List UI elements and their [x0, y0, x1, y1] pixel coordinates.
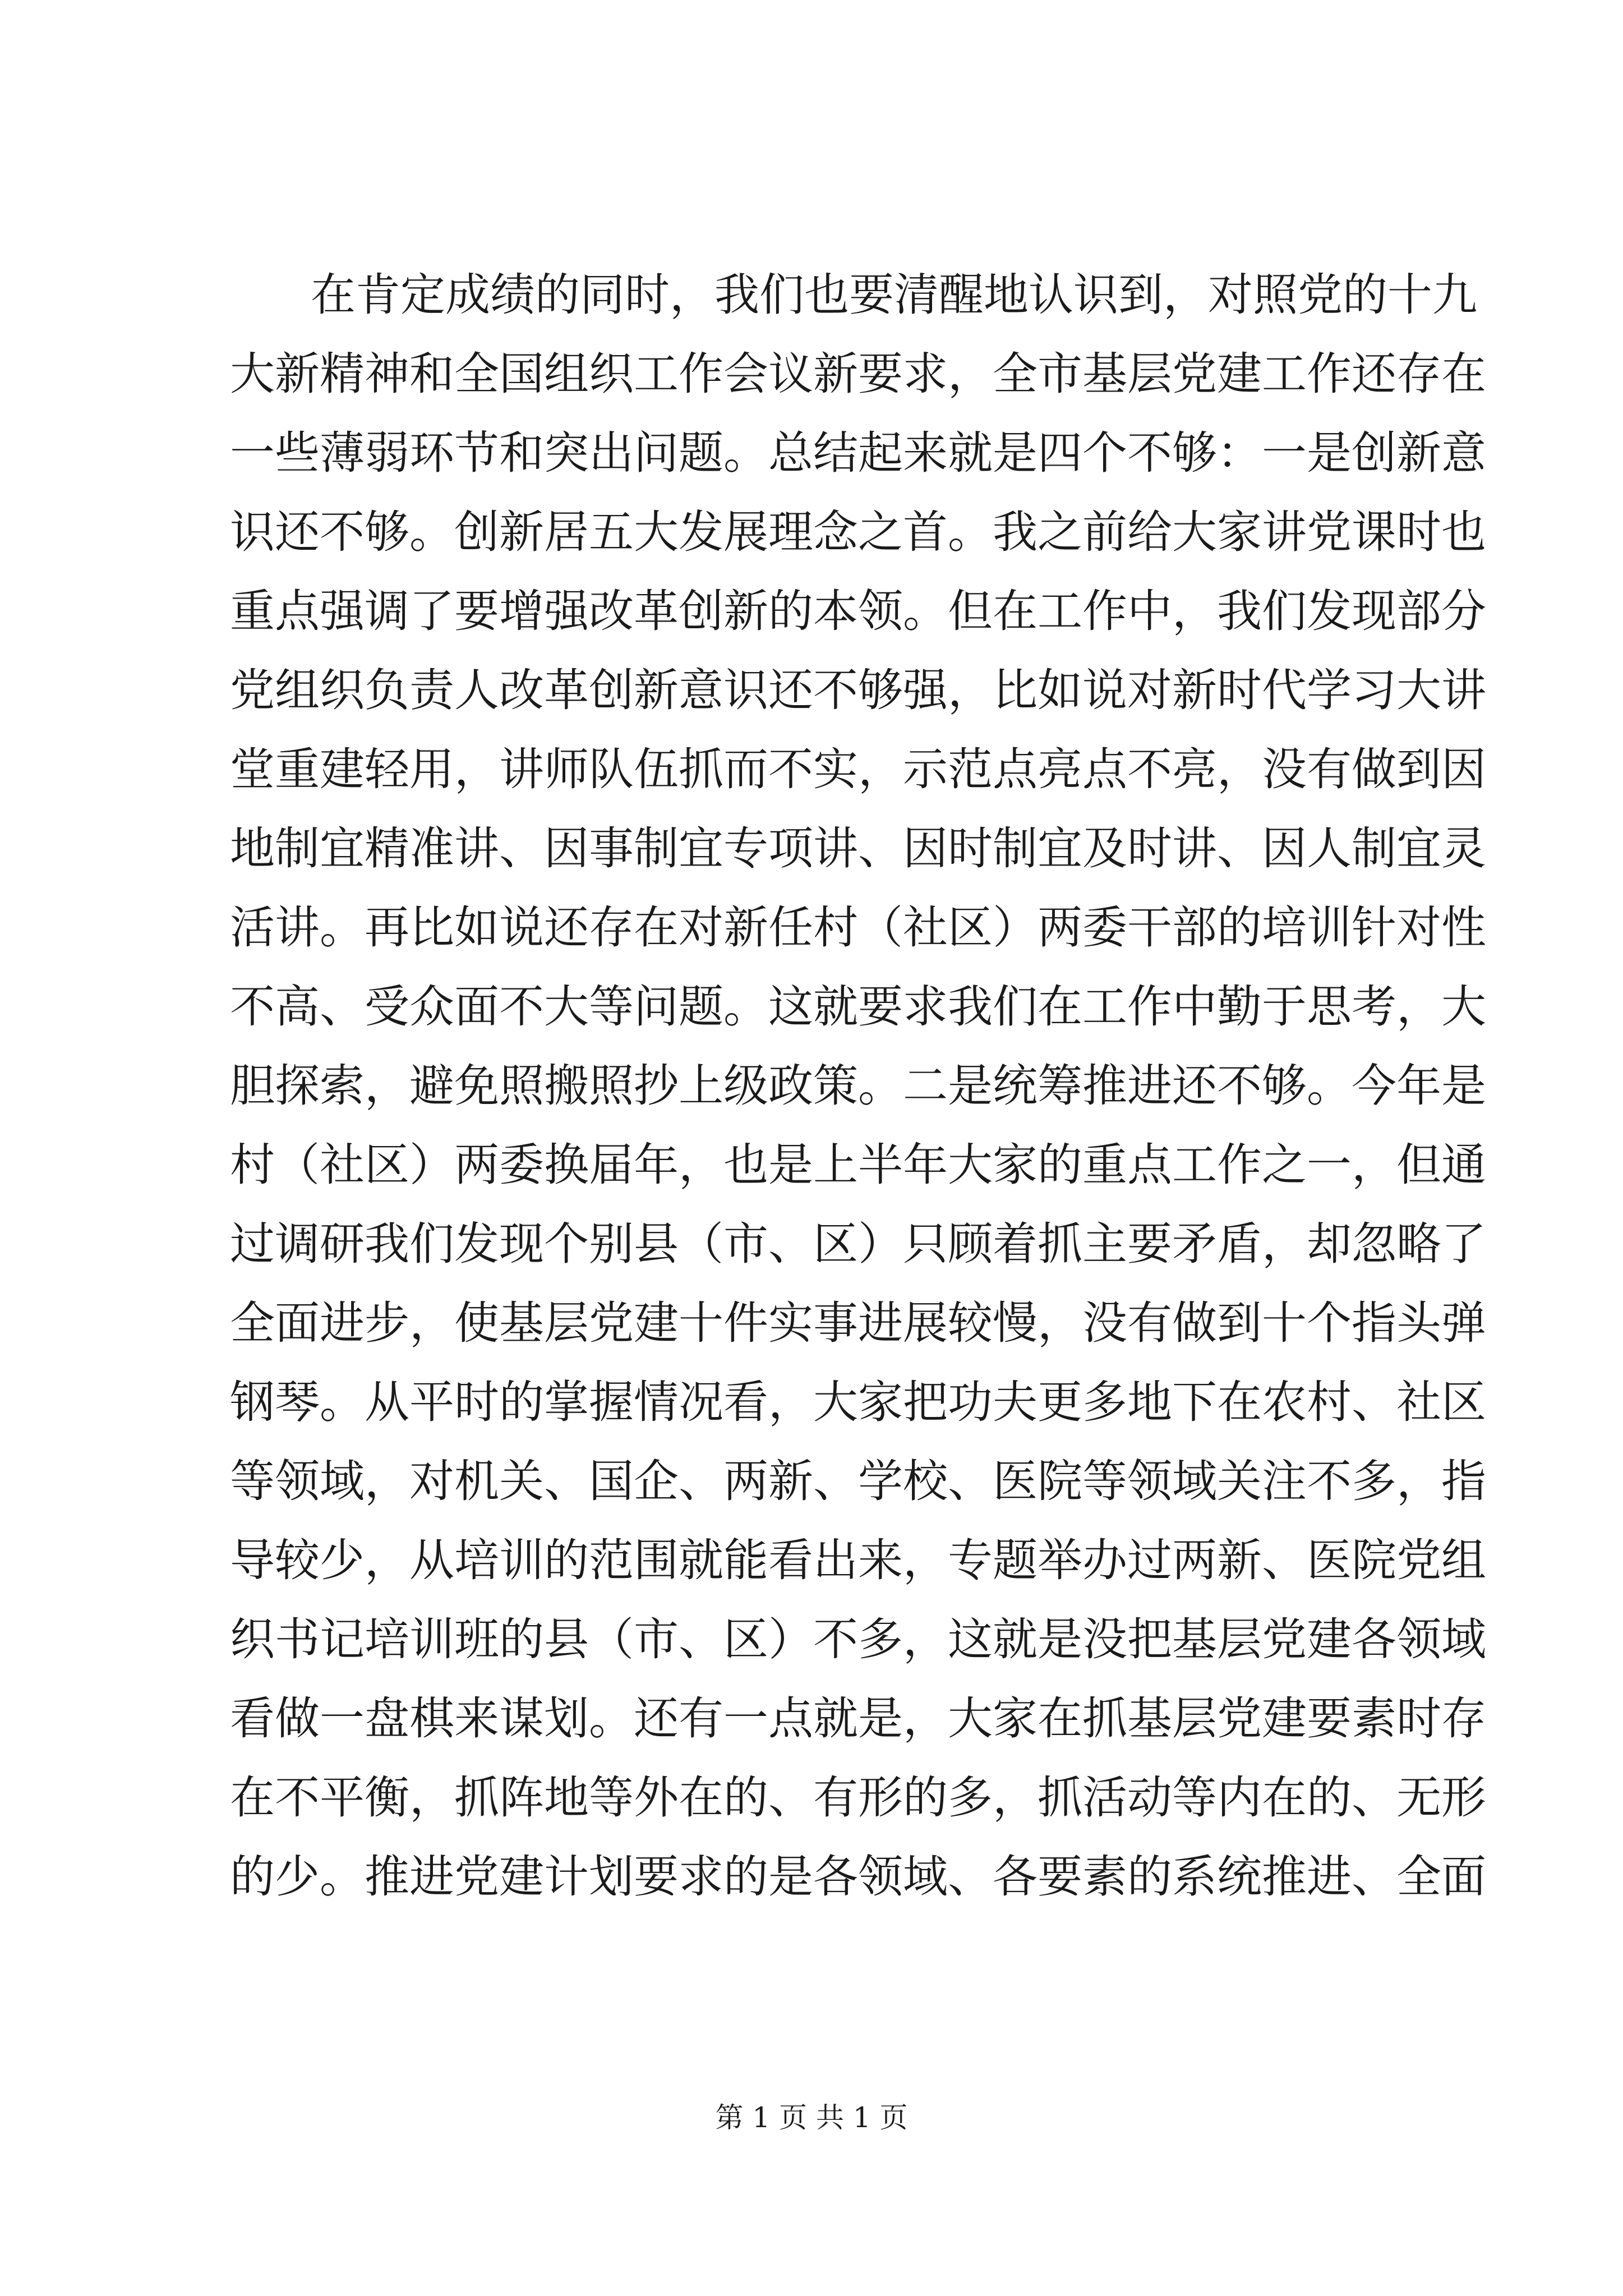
paragraph-line: 的少。推进党建计划要求的是各领域、各要素的系统推进、全面 — [230, 1851, 1486, 1903]
paragraph-line: 一些薄弱环节和突出问题。总结起来就是四个不够：一是创新意 — [230, 427, 1486, 479]
paragraph-line: 活讲。再比如说还存在对新任村（社区）两委干部的培训针对性 — [230, 901, 1486, 954]
body-paragraph — [230, 255, 1486, 1916]
paragraph-line: 在不平衡，抓阵地等外在的、有形的多，抓活动等内在的、无形 — [230, 1772, 1486, 1824]
paragraph-line: 识还不够。创新居五大发展理念之首。我之前给大家讲党课时也 — [230, 506, 1486, 558]
paragraph-line: 在肯定成绩的同时，我们也要清醒地认识到，对照党的十九 — [311, 269, 1477, 321]
paragraph-line: 等领域，对机关、国企、两新、学校、医院等领域关注不多，指 — [230, 1455, 1486, 1507]
paragraph-line: 导较少，从培训的范围就能看出来，专题举办过两新、医院党组 — [230, 1534, 1486, 1586]
paragraph-line: 地制宜精准讲、因事制宜专项讲、因时制宜及时讲、因人制宜灵 — [230, 822, 1486, 875]
paragraph-line: 看做一盘棋来谋划。还有一点就是，大家在抓基层党建要素时存 — [230, 1692, 1486, 1745]
paragraph-line: 党组织负责人改革创新意识还不够强，比如说对新时代学习大讲 — [230, 664, 1486, 716]
paragraph-line: 村（社区）两委换届年，也是上半年大家的重点工作之一，但通 — [230, 1139, 1486, 1191]
paragraph-line: 重点强调了要增强改革创新的本领。但在工作中，我们发现部分 — [230, 585, 1486, 637]
paragraph-line: 全面进步，使基层党建十件实事进展较慢，没有做到十个指头弹 — [230, 1297, 1486, 1349]
paragraph-line: 大新精神和全国组织工作会议新要求，全市基层党建工作还存在 — [230, 348, 1486, 400]
paragraph-line: 堂重建轻用，讲师队伍抓而不实，示范点亮点不亮，没有做到因 — [230, 743, 1486, 795]
paragraph-line: 织书记培训班的县（市、区）不多，这就是没把基层党建各领域 — [230, 1613, 1486, 1665]
paragraph-line: 过调研我们发现个别县（市、区）只顾着抓主要矛盾，却忽略了 — [230, 1218, 1486, 1270]
page-footer: 第 1 页 共 1 页 — [715, 2101, 908, 2134]
paragraph-line: 钢琴。从平时的掌握情况看，大家把功夫更多地下在农村、社区 — [230, 1376, 1486, 1428]
paragraph-line: 不高、受众面不大等问题。这就要求我们在工作中勤于思考，大 — [230, 981, 1486, 1033]
paragraph-line: 胆探索，避免照搬照抄上级政策。二是统筹推进还不够。今年是 — [230, 1060, 1486, 1112]
